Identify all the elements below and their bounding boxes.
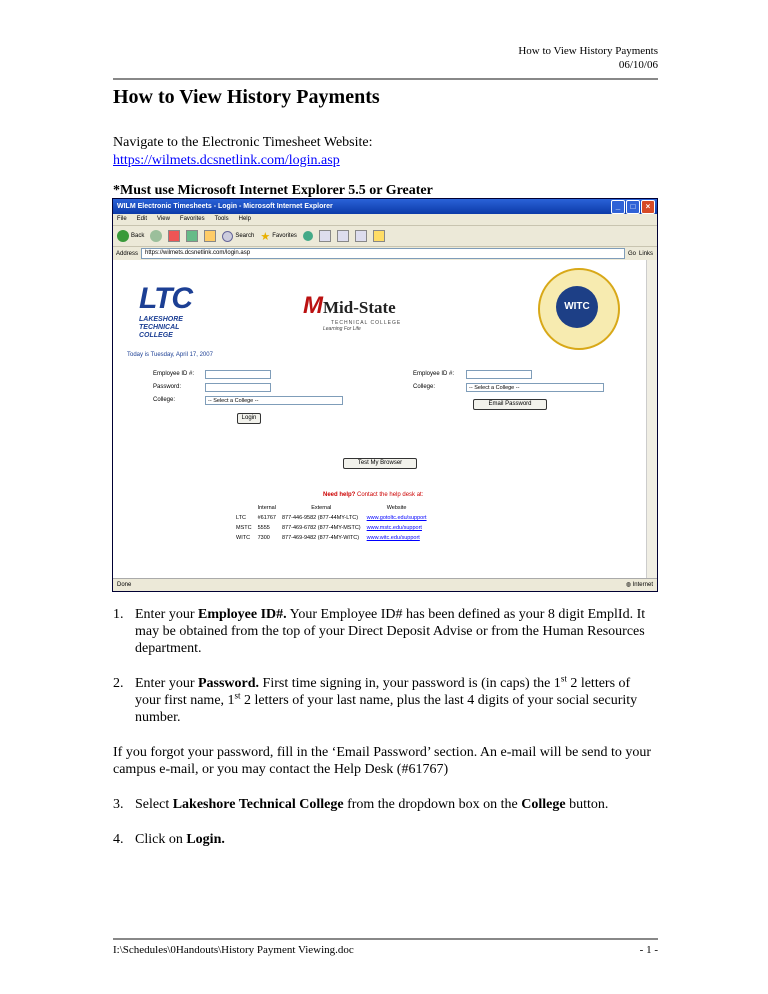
password-label: Password: <box>153 384 182 390</box>
ltc-mark: LTC <box>139 282 193 315</box>
mstc-mark: Mid-State <box>323 298 396 317</box>
page-header <box>518 44 658 72</box>
email-college-label: College: <box>413 384 436 390</box>
mstc-m-icon: M <box>303 292 323 319</box>
timesheet-link[interactable]: https://wilmets.dcsnetlink.com/login.asp <box>113 153 340 168</box>
intro-paragraph <box>113 134 373 170</box>
ltc-line2: TECHNICAL COLLEGE <box>139 324 180 339</box>
links-label[interactable]: Links <box>638 250 653 257</box>
minimize-icon[interactable]: _ <box>611 200 625 214</box>
row-website[interactable]: www.gotoltc.edu/support <box>366 515 427 521</box>
header-title: How to View History Payments <box>518 45 658 57</box>
go-button[interactable]: Go <box>627 250 636 257</box>
maximize-icon[interactable]: □ <box>626 200 640 214</box>
row-external: 877-446-9582 (877-44MY-LTC) <box>281 515 359 521</box>
browser-title-bar <box>113 199 657 214</box>
row-internal: 5555 <box>257 525 270 531</box>
mail-icon[interactable] <box>319 230 331 242</box>
row-college: MSTC <box>236 525 252 531</box>
back-button[interactable]: Back <box>117 230 144 242</box>
web-page <box>113 260 647 578</box>
witc-logo <box>538 268 620 350</box>
globe-icon: ◍ <box>625 582 631 588</box>
zone-text: Internet <box>632 582 653 588</box>
address-label: Address <box>116 250 139 257</box>
row-website[interactable]: www.mstc.edu/support <box>366 525 422 531</box>
home-icon[interactable] <box>204 230 216 242</box>
intro-text: Navigate to the Electronic Timesheet Website: <box>113 135 373 150</box>
footer-rule <box>113 938 658 940</box>
ltc-logo <box>139 282 209 340</box>
college-select[interactable]: -- Select a College -- <box>205 396 343 405</box>
star-icon: ★ <box>260 230 271 243</box>
row-internal: 7300 <box>257 535 270 541</box>
row-college: LTC <box>236 515 246 521</box>
vertical-scrollbar[interactable] <box>646 260 657 578</box>
document-heading: How to View History Payments <box>113 86 380 108</box>
menu-help[interactable]: Help <box>238 216 251 222</box>
ltc-line1: LAKESHORE <box>139 316 183 323</box>
folder-icon[interactable] <box>373 230 385 242</box>
contact-text: Contact the help desk at: <box>357 492 424 498</box>
login-button[interactable]: Login <box>237 413 261 424</box>
browser-status-bar <box>113 578 657 591</box>
menu-favorites[interactable]: Favorites <box>179 216 205 222</box>
header-external: External <box>311 505 332 511</box>
email-college-select[interactable]: -- Select a College -- <box>466 383 604 392</box>
stop-icon[interactable] <box>168 230 180 242</box>
table-row <box>233 533 430 543</box>
mstc-line1: TECHNICAL COLLEGE <box>331 320 402 326</box>
help-line <box>323 492 423 498</box>
table-row <box>233 523 430 533</box>
row-college: WITC <box>236 535 251 541</box>
row-internal: #61767 <box>257 515 276 521</box>
college-label: College: <box>153 397 176 403</box>
row-external: 877-469-9482 (877-4MY-WITC) <box>281 535 360 541</box>
refresh-icon[interactable] <box>186 230 198 242</box>
edit-icon[interactable] <box>355 230 367 242</box>
menu-tools[interactable]: Tools <box>214 216 229 222</box>
back-icon <box>117 230 129 242</box>
menu-view[interactable]: View <box>157 216 170 222</box>
forgot-password-paragraph: If you forgot your password, fill in the ‘Email Password’ section. An e-mail will be send to your campus e-mail, or you may contact the Help Desk (#61767) <box>113 745 652 777</box>
table-row <box>233 513 430 523</box>
employee-id-input[interactable] <box>205 370 271 379</box>
page-number: - 1 - <box>639 944 658 956</box>
test-browser-button[interactable]: Test My Browser <box>343 458 417 469</box>
menu-edit[interactable]: Edit <box>136 216 148 222</box>
header-date: 06/10/06 <box>618 59 658 71</box>
help-header-row <box>233 503 430 513</box>
print-icon[interactable] <box>337 230 349 242</box>
password-input[interactable] <box>205 383 271 392</box>
forward-icon[interactable] <box>150 230 162 242</box>
email-employee-id-label: Employee ID #: <box>413 371 455 377</box>
help-table <box>233 503 430 543</box>
mstc-tagline: Learning For Life <box>323 326 361 332</box>
close-icon[interactable]: × <box>641 200 655 214</box>
row-website[interactable]: www.witc.edu/support <box>366 535 420 541</box>
browser-menu-bar <box>113 214 657 226</box>
email-employee-id-input[interactable] <box>466 370 532 379</box>
step-4: 4. Click on Login. <box>113 832 225 847</box>
status-text: Done <box>117 582 132 588</box>
mstc-logo <box>303 292 401 332</box>
footer-path: I:\Schedules\0Handouts\History Payment Viewing.doc <box>113 944 354 956</box>
address-field[interactable]: https://wilmets.dcsnetlink.com/login.asp <box>141 248 625 259</box>
window-title: WILM Electronic Timesheets - Login - Microsoft Internet Explorer <box>117 203 333 210</box>
address-bar <box>113 247 657 261</box>
search-icon <box>222 231 233 242</box>
instructions <box>113 606 658 866</box>
favorites-button[interactable]: ★ Favorites <box>260 230 297 243</box>
header-website: Website <box>386 505 407 511</box>
requirement-note: *Must use Microsoft Internet Explorer 5.5 or Greater <box>113 183 433 198</box>
email-password-button[interactable]: Email Password <box>473 399 547 410</box>
step-1: 1. Enter your Employee ID#. Your Employee ID# has been defined as your 8 digit EmplId. It may be obtained from the top of your Direct Deposit Advise or from the Human Resources department. <box>113 607 646 656</box>
search-button[interactable]: Search <box>222 231 254 242</box>
witc-mark: WITC <box>556 286 598 328</box>
header-internal: Internal <box>257 505 276 511</box>
employee-id-label: Employee ID #: <box>153 371 195 377</box>
need-help: Need help? <box>323 492 356 498</box>
menu-file[interactable]: File <box>117 216 127 222</box>
browser-screenshot <box>112 198 658 592</box>
header-rule <box>113 78 658 80</box>
browser-toolbar <box>113 226 657 247</box>
step-2: 2. Enter your Password. First time signing in, your password is (in caps) the 1st 2 letters of your first name, 1st 2 letters of your last name, plus the last 4 digits of your social security number. <box>113 673 638 725</box>
step-3: 3. Select Lakeshore Technical College from the dropdown box on the College button. <box>113 797 609 812</box>
page-date: Today is Tuesday, April 17, 2007 <box>127 352 213 358</box>
history-icon[interactable] <box>303 231 313 241</box>
row-external: 877-469-6782 (877-4MY-MSTC) <box>281 525 361 531</box>
